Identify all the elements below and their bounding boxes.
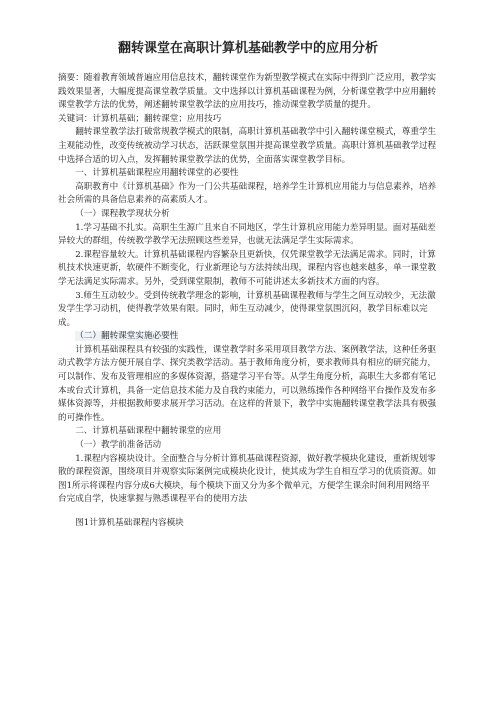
section-1-subheading-2 — [58, 330, 438, 344]
section-1-paragraph-1: 高职教育中《计算机基础》作为一门公共基础课程，培养学生计算机应用能力与信息素养，培养社会所需的具备信息素养的高素质人才。 — [58, 181, 437, 206]
figure-caption: 图1计算机基础课程内容模块 — [75, 518, 184, 528]
section-1-subheading-2-text: （二）翻转课堂实施必要性 — [75, 331, 179, 342]
section-1-subheading-1: （一）课程教学现状分析 — [75, 208, 170, 219]
section-2-subheading-1: （一）教学前准备活动 — [75, 440, 162, 451]
section-1-paragraph-2: 计算机基础课程具有较强的实践性，课堂教学时多采用项目教学方法、案例教学法，这种任务驱动式教学方法方便开展自学、探究类教学活动。基于教师角度分析，要求教师具有相应的研究能力，可以制作、发布及管理相应的多媒体资源，搭建学习平台等。从学生角度分析，高职生大多都有笔记本或台式计算机，具备一定信息技术能力及自我约束能力，可以熟练操作各种网络平台操作及发布多媒体资源等，并根据教师要求展开学习活动。在这样的背景下，教学中实施翻转课堂教学法具有极强的可操作性。 — [58, 344, 437, 423]
abstract: 摘要：随着教育领域普遍应用信息技术，翻转课堂作为新型教学模式在实际中得到广泛应用，教学实践效果显著，大幅度提高课堂教学质量。文中选择以计算机基础课程为例，分析课堂教学中应用翻转课堂教学方法的优势，阐述翻转课堂教学法的应用技巧，推动课堂教学质量的提升。 — [58, 73, 437, 111]
section-1-item-2: 2.课程容量较大。计算机基础课程内容繁杂且更新快，仅凭课堂教学无法满足需求。同时，计算机技术快速更新，软硬件不断变化，行业新理论与方法持续出现，课程内容也越来越多，单一课堂教学无法满足实际需求。另外，受到课堂限制，教师不可能讲述太多新技术方面的内容。 — [58, 249, 437, 287]
keywords: 关键词：计算机基础；翻转课堂；应用技巧 — [58, 113, 222, 124]
intro-paragraph: 翻转课堂教学法打破常规教学模式的限制，高职计算机基础教学中引入翻转课堂模式，尊重学生主观能动性，改变传统被动学习状态，活跃课堂氛围并提高课堂教学质量。高职计算机基础教学过程中选择合适的切入点，发挥翻转课堂教学法的优势，全面落实课堂教学目标。 — [58, 127, 437, 165]
section-1-heading: 一、计算机基础课程应用翻转课堂的必要性 — [75, 168, 239, 179]
section-2-item-1: 1.课程内容模块设计。全面整合与分析计算机基础课程资源，做好教学模块化建设，重新规划零散的课程资源，围绕项目并观察实际案例完成模块化设计，使其成为学生自相互学习的优质资源。如图1所示将课程内容分成6大模块，每个模块下面又分为多个微单元，方便学生课余时间利用网络平台完成自学，快速掌握与熟悉课程平台的使用方法 — [58, 453, 437, 505]
section-2-heading: 二、计算机基础课程中翻转课堂的应用 — [75, 426, 222, 437]
section-1-item-1: 1.学习基础不扎实。高职生生源广且来自不同地区，学生计算机应用能力差异明显。面对基础差异较大的群组，传统教学教学无法照顾这些差异，也就无法满足学生实际需求。 — [58, 222, 436, 247]
doc-title: 翻转课堂在高职计算机基础教学中的应用分析 — [117, 41, 378, 56]
section-1-item-3: 3.师生互动较少。受到传统教学理念的影响，计算机基础课程教师与学生之间互动较少，无法激发学生学习动机，使得教学效果有限。同时，师生互动减少，使得课堂氛围沉闷，教学目标难以完成。 — [58, 290, 436, 328]
